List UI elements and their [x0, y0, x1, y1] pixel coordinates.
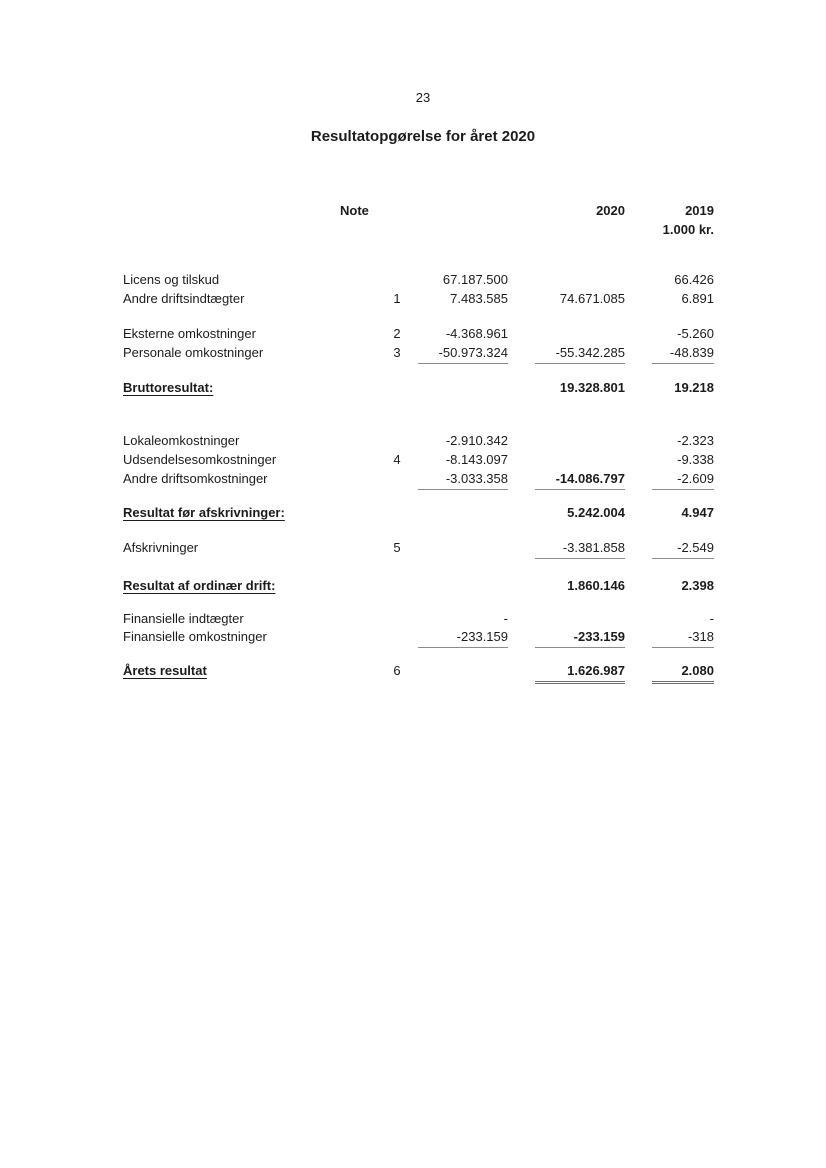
amount-2020-detail: -4.368.961 [445, 326, 508, 341]
row-label: Licens og tilskud [123, 272, 220, 287]
amount-2019: -9.338 [677, 452, 714, 467]
column-header-unit: 1.000 kr. [662, 222, 714, 237]
row-label: Andre driftsindtægter [123, 291, 245, 306]
amount-2020: -55.342.285 [535, 345, 625, 364]
amount-2020-detail: - [503, 611, 508, 626]
amount-2019: - [709, 611, 714, 626]
table-row [0, 345, 826, 364]
amount-2019: -318 [652, 629, 714, 648]
row-label: Lokaleomkostninger [123, 433, 240, 448]
amount-2020-detail: 7.483.585 [450, 291, 508, 306]
amount-2019: -2.609 [652, 471, 714, 490]
row-label: Årets resultat [123, 663, 207, 678]
amount-2020-detail: -50.973.324 [418, 345, 508, 364]
table-row [0, 471, 826, 490]
table-row [0, 433, 826, 452]
note-ref: 5 [393, 540, 401, 555]
amount-2020: -3.381.858 [535, 540, 625, 559]
note-ref: 2 [393, 326, 401, 341]
amount-2019: 4.947 [681, 505, 714, 520]
row-label: Udsendelsesomkostninger [123, 452, 277, 467]
page-title: Resultatopgørelse for året 2020 [310, 128, 536, 145]
page-number: 23 [415, 90, 431, 105]
row-label: Andre driftsomkostninger [123, 471, 268, 486]
row-label: Bruttoresultat: [123, 380, 214, 395]
note-ref: 3 [393, 345, 401, 360]
amount-2020: 5.242.004 [567, 505, 625, 520]
table-row [0, 326, 826, 345]
row-label: Resultat af ordinær drift: [123, 578, 276, 593]
amount-2020: -14.086.797 [535, 471, 625, 490]
note-ref: 4 [393, 452, 401, 467]
table-row [0, 663, 826, 682]
table-row [0, 578, 826, 597]
column-header-note: Note [340, 203, 369, 218]
row-label: Afskrivninger [123, 540, 199, 555]
column-header-2019: 2019 [685, 203, 714, 218]
row-label: Resultat før afskrivninger: [123, 505, 285, 520]
row-label: Personale omkostninger [123, 345, 264, 360]
row-label: Finansielle omkostninger [123, 629, 267, 644]
amount-2020-detail: 67.187.500 [442, 272, 508, 287]
amount-2020-detail: -3.033.358 [418, 471, 508, 490]
table-row [0, 611, 826, 630]
table-row [0, 272, 826, 291]
amount-2019: -2.323 [677, 433, 714, 448]
amount-2020-detail: -233.159 [418, 629, 508, 648]
amount-2019: -48.839 [652, 345, 714, 364]
table-row [0, 452, 826, 471]
table-row [0, 505, 826, 524]
amount-2019: 19.218 [674, 380, 714, 395]
table-row [0, 629, 826, 648]
amount-2019: -2.549 [652, 540, 714, 559]
amount-2020: -233.159 [535, 629, 625, 648]
amount-2020: 74.671.085 [559, 291, 625, 306]
column-header-2020: 2020 [596, 203, 625, 218]
table-row [0, 291, 826, 310]
amount-2019: 6.891 [681, 291, 714, 306]
amount-2020: 1.860.146 [567, 578, 625, 593]
table-row [0, 380, 826, 399]
row-label: Eksterne omkostninger [123, 326, 256, 341]
amount-2019: 66.426 [674, 272, 714, 287]
amount-2020: 19.328.801 [559, 380, 625, 395]
note-ref: 1 [393, 291, 401, 306]
table-row [0, 540, 826, 559]
note-ref: 6 [393, 663, 401, 678]
row-label: Finansielle indtægter [123, 611, 244, 626]
amount-2019: 2.080 [652, 663, 714, 684]
amount-2019: 2.398 [681, 578, 714, 593]
amount-2020: 1.626.987 [535, 663, 625, 684]
amount-2020-detail: -8.143.097 [445, 452, 508, 467]
amount-2019: -5.260 [677, 326, 714, 341]
amount-2020-detail: -2.910.342 [445, 433, 508, 448]
